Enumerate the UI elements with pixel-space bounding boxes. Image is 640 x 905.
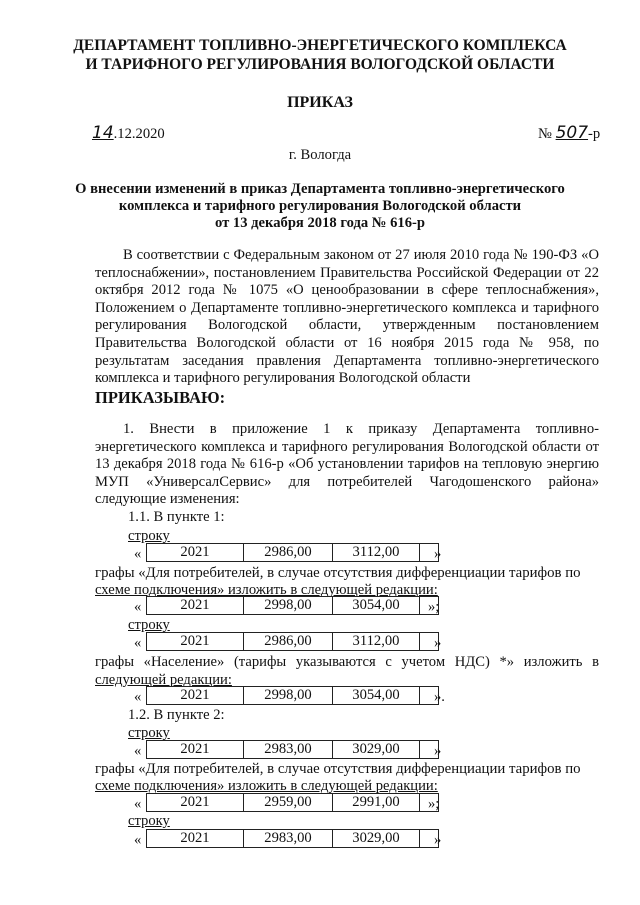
item1-paragraph (95, 421, 599, 509)
subject-line1: О внесении изменений в приказ Департамента топливно-энергетического (75, 181, 565, 197)
number-prefix: № (538, 126, 552, 142)
year-cell: 2021 (147, 633, 244, 651)
year-cell: 2021 (147, 687, 244, 705)
department-title-line2: И ТАРИФНОГО РЕГУЛИРОВАНИЯ ВОЛОГОДСКОЙ ОБЛАСТИ (85, 56, 555, 73)
tariff-table-1 (146, 543, 442, 562)
tariff-table-3 (146, 632, 442, 651)
open-quote: « (134, 832, 142, 848)
value-cell-2: 2991,00 (333, 794, 420, 812)
city: г. Вологда (288, 147, 352, 163)
tariff-table-2 (146, 596, 439, 615)
open-quote: « (134, 546, 142, 562)
handwritten-day: 14 (92, 123, 114, 143)
subject-line3: от 13 декабря 2018 года № 616-р (215, 215, 425, 231)
close-quote-semicolon: »; (428, 599, 440, 615)
tariff-table-5 (146, 740, 442, 759)
open-quote: « (134, 689, 142, 705)
date-rest: .12.2020 (113, 126, 165, 142)
close-quote: » (434, 546, 442, 562)
table-row (147, 830, 439, 848)
open-quote: « (134, 635, 142, 651)
close-quote: » (434, 832, 442, 848)
value-cell-2: 3054,00 (333, 597, 420, 615)
value-cell-2: 3029,00 (333, 741, 420, 759)
close-quote-dot: ». (434, 689, 445, 705)
value-cell-1: 2983,00 (244, 830, 333, 848)
order-date (92, 124, 165, 143)
document-type: ПРИКАЗ (287, 94, 353, 111)
table-row (147, 633, 439, 651)
item1-text: 1. Внести в приложение 1 к приказу Департамента топливно-энергетического комплекса и тарифного регулирования Вологодской области от 13 декабря 2018 года № 616-р «Об установлении тарифов на тепловую энергию МУП «УниверсалСервис» для потребителей Чагодошенского района» следующие изменения: (95, 421, 599, 508)
close-quote: » (434, 743, 442, 759)
table-row (147, 544, 439, 562)
table-row (147, 597, 439, 615)
order-word: ПРИКАЗЫВАЮ: (95, 388, 226, 407)
preamble-text: В соответствии с Федеральным законом от 27 июля 2010 года № 190-ФЗ «О теплоснабжении», постановлением Правительства Российской Федерации от 22 октября 2012 года № 1075 «О ценообразовании в сфере теплоснабжения», Положением о Департаменте топливно-энергетического комплекса и тарифного регулирования Вологодской области, утвержденным постановлением Правительства Вологодской области от 16 ноября 2015 года № 958, по результатам заседания правления Департамента топливно-энергетического комплекса и тарифного регулирования Вологодской области (95, 247, 599, 387)
year-cell: 2021 (147, 544, 244, 562)
year-cell: 2021 (147, 597, 244, 615)
tariff-table-6 (146, 793, 439, 812)
stroku-label-1: строку (128, 528, 170, 544)
year-cell: 2021 (147, 741, 244, 759)
preamble-paragraph (95, 247, 599, 388)
table-row (147, 687, 439, 705)
graph-consumers-text-2: схеме подключения» изложить в следующей редакции: (95, 582, 438, 598)
department-title-line1: ДЕПАРТАМЕНТ ТОПЛИВНО-ЭНЕРГЕТИЧЕСКОГО КОМПЛЕКСА (73, 37, 567, 54)
order-number (538, 124, 600, 143)
table-row (147, 741, 439, 759)
subject-line2: комплекса и тарифного регулирования Вологодской области (118, 198, 522, 214)
value-cell-1: 2998,00 (244, 597, 333, 615)
number-suffix: -р (588, 126, 601, 142)
value-cell-2: 3112,00 (333, 544, 420, 562)
value-cell-1: 2986,00 (244, 544, 333, 562)
value-cell-1: 2959,00 (244, 794, 333, 812)
year-cell: 2021 (147, 794, 244, 812)
stroku-label-2: строку (128, 617, 170, 633)
value-cell-2: 3112,00 (333, 633, 420, 651)
value-cell-1: 2986,00 (244, 633, 333, 651)
tariff-table-7 (146, 829, 442, 848)
graph-consumers-text-4: схеме подключения» изложить в следующей редакции: (95, 778, 438, 794)
graph-consumers-text-3: графы «Для потребителей, в случае отсутствия дифференциации тарифов по (95, 761, 581, 777)
open-quote: « (134, 599, 142, 615)
stroku-label-4: строку (128, 813, 170, 829)
year-cell: 2021 (147, 830, 244, 848)
open-quote: « (134, 796, 142, 812)
open-quote: « (134, 743, 142, 759)
handwritten-number: 507 (555, 123, 589, 143)
value-cell-2: 3029,00 (333, 830, 420, 848)
value-cell-1: 2998,00 (244, 687, 333, 705)
tariff-table-4 (146, 686, 439, 705)
subitem-1-1: 1.1. В пункте 1: (128, 509, 225, 525)
close-quote: » (434, 635, 442, 651)
graph-population-text-2: следующей редакции: (95, 672, 232, 688)
subitem-1-2: 1.2. В пункте 2: (128, 707, 225, 723)
table-row (147, 794, 439, 812)
graph-population-text-1: графы «Население» (тарифы указываются с учетом НДС) *» изложить в (95, 654, 599, 670)
graph-consumers-text-1: графы «Для потребителей, в случае отсутствия дифференциации тарифов по (95, 565, 581, 581)
stroku-label-3: строку (128, 725, 170, 741)
close-quote-semicolon: »; (428, 796, 440, 812)
value-cell-2: 3054,00 (333, 687, 420, 705)
value-cell-1: 2983,00 (244, 741, 333, 759)
